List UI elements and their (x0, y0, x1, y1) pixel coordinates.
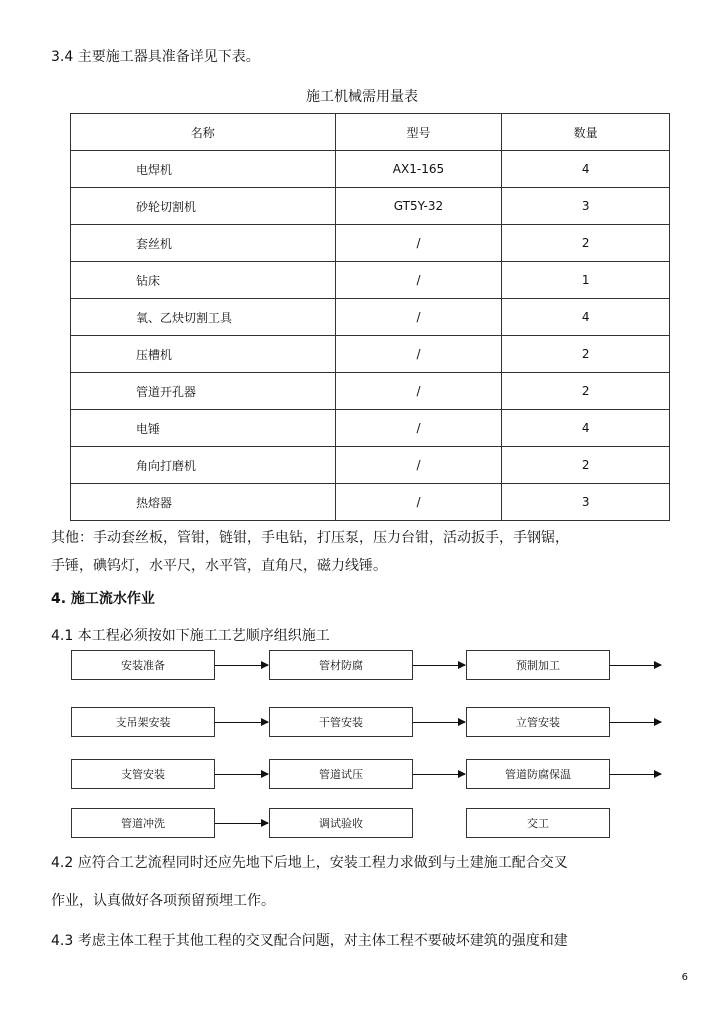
flow-arrow (215, 722, 268, 723)
cell-model: / (335, 262, 502, 299)
flow-step-box: 安装准备 (71, 650, 215, 680)
cell-model: AX1-165 (335, 151, 502, 188)
flow-arrow (215, 823, 268, 824)
flow-step-box: 管道试压 (269, 759, 413, 789)
flow-arrow (610, 722, 661, 723)
cell-name: 角向打磨机 (71, 447, 336, 484)
flow-arrow (413, 722, 465, 723)
cell-model: / (335, 410, 502, 447)
cell-quantity: 2 (502, 373, 670, 410)
flow-step-box: 干管安装 (269, 707, 413, 737)
flow-step-box: 预制加工 (466, 650, 610, 680)
cell-model: / (335, 484, 502, 521)
flow-step-box: 调试验收 (269, 808, 413, 838)
section-4-2-line-1: 4.2 应符合工艺流程同时还应先地下后地上，安装工程力求做到与土建施工配合交叉 (51, 855, 568, 871)
flow-step-box: 管材防腐 (269, 650, 413, 680)
cell-model: / (335, 373, 502, 410)
section-title-4: 4. 施工流水作业 (51, 591, 155, 607)
cell-model: / (335, 447, 502, 484)
other-tools-line-1: 其他：手动套丝板，管钳，链钳，手电钻，打压泵，压力台钳，活动扳手，手钢锯， (51, 530, 569, 546)
cell-name: 电焊机 (71, 151, 336, 188)
flow-arrow (413, 774, 465, 775)
cell-model: GT5Y-32 (335, 188, 502, 225)
section-title-3-4: 3.4 主要施工器具准备详见下表。 (51, 49, 260, 65)
cell-quantity: 2 (502, 336, 670, 373)
cell-name: 管道开孔器 (71, 373, 336, 410)
cell-quantity: 3 (502, 188, 670, 225)
flow-step-box: 交工 (466, 808, 610, 838)
table-caption: 施工机械需用量表 (306, 89, 418, 105)
cell-quantity: 3 (502, 484, 670, 521)
section-4-1: 4.1 本工程必须按如下施工工艺顺序组织施工 (51, 628, 330, 644)
flow-arrow (610, 774, 661, 775)
cell-quantity: 2 (502, 225, 670, 262)
cell-name: 砂轮切割机 (71, 188, 336, 225)
section-4-3-line-1: 4.3 考虑主体工程于其他工程的交叉配合问题，对主体工程不要破坏建筑的强度和建 (51, 933, 568, 949)
flow-step-box: 立管安装 (466, 707, 610, 737)
cell-quantity: 4 (502, 410, 670, 447)
cell-model: / (335, 299, 502, 336)
cell-quantity: 4 (502, 299, 670, 336)
cell-name: 压槽机 (71, 336, 336, 373)
flow-arrow (610, 665, 661, 666)
cell-name: 钻床 (71, 262, 336, 299)
cell-quantity: 2 (502, 447, 670, 484)
section-4-2-line-2: 作业，认真做好各项预留预埋工作。 (51, 893, 275, 909)
cell-model: / (335, 225, 502, 262)
flow-step-box: 管道冲洗 (71, 808, 215, 838)
header-model: 型号 (335, 114, 502, 151)
flow-step-box: 管道防腐保温 (466, 759, 610, 789)
header-quantity: 数量 (502, 114, 670, 151)
header-name: 名称 (71, 114, 336, 151)
flow-step-box: 支吊架安装 (71, 707, 215, 737)
cell-name: 热熔器 (71, 484, 336, 521)
flow-arrow (215, 665, 268, 666)
flow-step-box: 支管安装 (71, 759, 215, 789)
other-tools-line-2: 手锤，碘钨灯，水平尺，水平管，直角尺，磁力线锤。 (51, 558, 387, 574)
cell-quantity: 1 (502, 262, 670, 299)
cell-name: 电锤 (71, 410, 336, 447)
cell-model: / (335, 336, 502, 373)
cell-name: 套丝机 (71, 225, 336, 262)
cell-name: 氧、乙炔切割工具 (71, 299, 336, 336)
flow-arrow (413, 665, 465, 666)
cell-quantity: 4 (502, 151, 670, 188)
flow-arrow (215, 774, 268, 775)
page-number: 6 (681, 972, 688, 983)
